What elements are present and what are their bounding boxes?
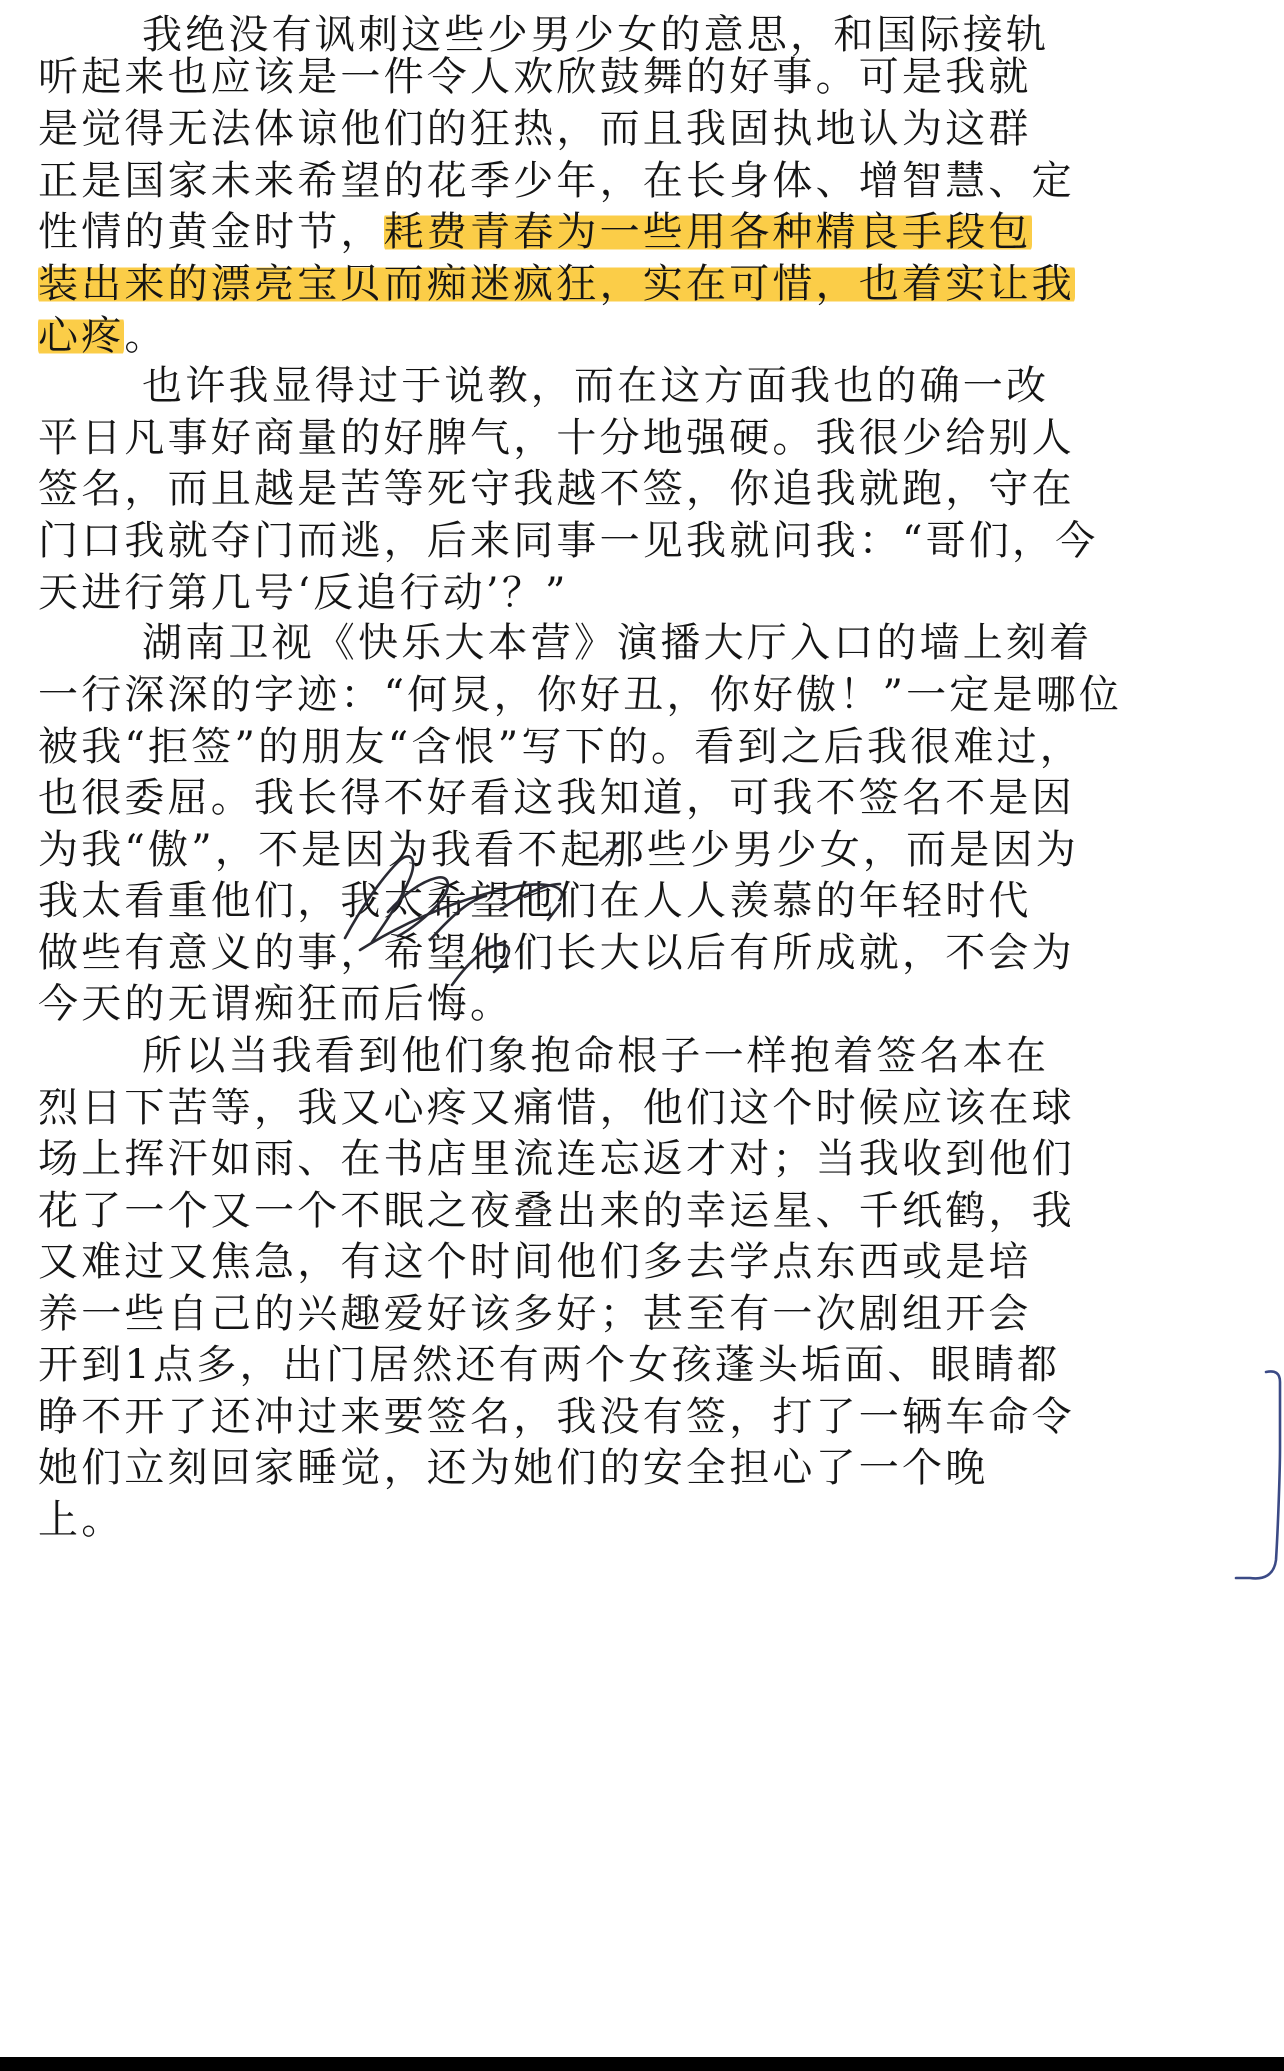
handwritten-scribble [345,842,620,985]
text-line: 湖南卫视《快乐大本营》演播大厅入口的墙上刻着 [142,620,1093,666]
text-line: 做些有意义的事，希望他们长大以后有所成就，不会为 [38,930,1075,976]
text-line: 所以当我看到他们象抱命根子一样抱着签名本在 [142,1033,1050,1079]
text-line: 又难过又焦急，有这个时间他们多去学点东西或是培 [38,1239,1032,1285]
margin-bracket [1236,1371,1280,1578]
text-line: 正是国家未来希望的花季少年，在长身体、增智慧、定 [38,158,1075,204]
highlighted-text: 装出来的漂亮宝贝而痴迷疯狂，实在可惜，也着实让我 [38,261,1075,307]
text-line: 心疼。 [38,313,168,359]
text-line: 场上挥汗如雨、在书店里流连忘返才对；当我收到他们 [38,1136,1075,1182]
text-line: 今天的无谓痴狂而后悔。 [38,981,514,1027]
text-line: 养一些自己的兴趣爱好该多好；甚至有一次剧组开会 [38,1291,1032,1337]
text-line: 是觉得无法体谅他们的狂热，而且我固执地认为这群 [38,106,1032,152]
text-line: 开到1点多，出门居然还有两个女孩蓬头垢面、眼睛都 [38,1342,1061,1388]
text-line: 天进行第几号‘反追行动’？” [38,570,569,616]
text-line: 也许我显得过于说教，而在这方面我也的确一改 [142,363,1050,409]
text-line: 我绝没有讽刺这些少男少女的意思，和国际接轨 [142,12,1050,58]
text-line: 门口我就夺门而逃，后来同事一见我就问我：“哥们，今 [38,518,1099,564]
text-line: 我太看重他们，我太希望他们在人人羡慕的年轻时代 [38,878,1032,924]
text-line: 她们立刻回家睡觉，还为她们的安全担心了一个晚 [38,1445,989,1491]
text-line: 上。 [38,1497,125,1543]
text-line: 被我“拒签”的朋友“含恨”写下的。看到之后我很难过， [38,724,1083,770]
highlighted-text: 心疼 [38,313,125,359]
text-line: 性情的黄金时节，耗费青春为一些用各种精良手段包 [38,209,1032,255]
text-line: 一行深深的字迹：“何炅，你好丑，你好傲！”一定是哪位 [38,672,1123,718]
text-line: 签名，而且越是苦等死守我越不签，你追我就跑，守在 [38,466,1075,512]
highlighted-text: 耗费青春为一些用各种精良手段包 [383,209,1032,255]
text-line: 听起来也应该是一件令人欢欣鼓舞的好事。可是我就 [38,54,1032,100]
text-line: 烈日下苦等，我又心疼又痛惜，他们这个时候应该在球 [38,1085,1075,1131]
text-line: 也很委屈。我长得不好看这我知道，可我不签名不是因 [38,775,1075,821]
text-line: 花了一个又一个不眠之夜叠出来的幸运星、千纸鹤，我 [38,1188,1075,1234]
text-line: 平日凡事好商量的好脾气，十分地强硬。我很少给别人 [38,415,1075,461]
page-bottom-edge [0,2057,1284,2071]
text-line: 睁不开了还冲过来要签名，我没有签，打了一辆车命令 [38,1394,1075,1440]
text-line: 为我“傲”，不是因为我看不起那些少男少女，而是因为 [38,827,1079,873]
